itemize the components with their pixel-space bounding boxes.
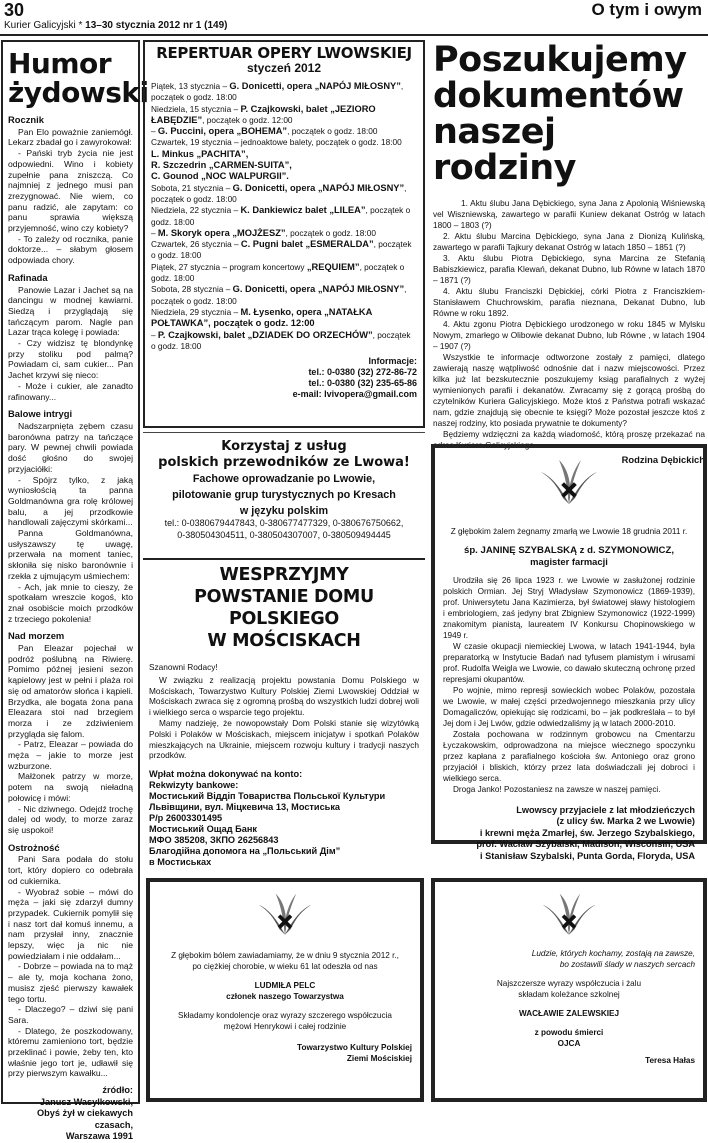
repertoire-subtitle: styczeń 2012 (246, 61, 322, 75)
performance-title: R. Szczedrin „CARMEN-SUITA”, (151, 160, 292, 171)
signer-line: (z ulicy św. Marka 2 we Lwowie) (556, 816, 695, 827)
obituary-pelc (146, 878, 424, 1102)
source-line: czasach, (94, 1119, 133, 1130)
story-paragraph: - Nic dziwnego. Odejdź trochę dalej od wody, to morze zaraz się uspokoi! (8, 803, 133, 835)
story-title: Rocznik (8, 114, 44, 125)
obituary-text: OJCA (557, 1039, 581, 1048)
obituary-role: członek naszego Towarzystwa (226, 992, 344, 1001)
appeal-title: WESPRZYJMY (219, 565, 349, 585)
obituary-paragraph: Po wojnie, mimo represji sowieckich wobec Polaków, pozostała we Lwowie, w małej części przedwojennego mieszkania przy ulicy Domagaliczów, opiekując się rodzicami, bo – jak podkreślała – to był Jej dom i Jej Lwów, gdzie odwiedzaliśmy ją w latach 2000-2010. (443, 686, 695, 728)
repertoire-title: REPERTUAR OPERY LWOWSKIEJ (156, 44, 412, 62)
obituary-text: składam koleżance szkolnej (518, 990, 620, 999)
story-paragraph: - Wyobraź sobie – mówi do męża – jaki się zdarzył dumny przypadek. Cukiernik pomylił się i nasz tort dał komuś innemu, a nam przysłał inny, znacznie lepszy, więc ja nic nie powiedziałam i nie oddałam... (8, 886, 133, 961)
opera-repertoire (143, 40, 425, 428)
repertoire-entry (151, 171, 417, 182)
obituary-text: po ciężkiej chorobie, w wieku 61 lat odeszła od nas (192, 962, 378, 971)
appeal-title: W MOŚCISKACH (207, 631, 361, 651)
story-paragraph: - Dobrze – powiada na to mąż – ale ty, moja kochana żono, musisz zjeść pierwszy kawałek tego tortu. (8, 961, 133, 1004)
performance-info: Niedziela, 22 stycznia – (151, 205, 241, 216)
obituary-paragraph: W czasie okupacji niemieckiej Lwowa, w latach 1941-1944, była preparatorką w Instytucie Badań nad tyfusem plamistym i wirusami prof. Rudolfa Weigla we Lwowie, co dawało skuteczną ochronę przed represjami okupantów. (443, 642, 695, 684)
bank-line: Wpłat można dokonywać na konto: (149, 769, 303, 780)
performance-info: Piątek, 13 stycznia – (151, 81, 230, 91)
performance-info: , początek o godz. 12:00 (202, 114, 293, 125)
source-line: Obyś żył w ciekawych (36, 1108, 133, 1119)
appeal-title: POWSTANIE DOMU POLSKIEGO (194, 587, 374, 629)
performance-title: P. Czajkowski, balet „JEZIORO ŁABĘDZIE” (151, 103, 376, 125)
performance-info: , początek o godz. 18:00 (287, 126, 378, 137)
documents-search (429, 40, 707, 465)
story-title: Ostrożność (8, 841, 60, 853)
guides-text: w języku polskim (239, 505, 329, 517)
bank-line: Мостиський Ощад Банк (149, 824, 257, 835)
repertoire-entry (151, 205, 417, 228)
obituary-quote: bo zostawili ślady w naszych sercach (559, 960, 695, 969)
obituary-paragraph: Urodziła się 26 lipca 1923 r. we Lwowie w zasłużonej rodzinie polskich Ormian. Jej Stryj Władysław Szymonowicz (1869-1939), prof. Uniwersytetu Jana Kazimierza, był światowej sławy histologiem i embriologiem, zaś jedyny brat Zbigniew Szymonowicz (1922-1999) znakomitym pianistą, laureatem IV Konkursu Chopinowskiego w 1949 r. (443, 576, 695, 640)
obituary-intro: Z głębokim żalem żegnamy zmarłą we Lwowie 18 grudnia 2011 r. (450, 527, 688, 536)
story-paragraph: - Ach, jak mnie to cieszy, że spotkałam wreszcie kogoś, kto znał osobiście moich przodków z trzeciego pokolenia! (8, 581, 133, 624)
appeal-paragraph: Mamy nadzieję, że nowopowstały Dom Polski stanie się wizytówką Polski i Polaków w Mościskach, miejscem inicjatyw i spotkań Polaków mieszkających na Ukrainie, miejscem rozwoju kultury i tradycji naszych przodków. (149, 717, 419, 761)
guides-headline: polskich przewodników ze Lwowa! (158, 454, 410, 470)
repertoire-entry (151, 239, 417, 262)
guides-text: Fachowe oprowadzanie po Lwowie, (192, 473, 376, 485)
section-title: O tym i owym (591, 0, 702, 19)
performance-info: Niedziela, 15 stycznia – (151, 103, 241, 114)
humor-stories (8, 115, 133, 1079)
performance-info: , początek o godz. 18:00 (151, 81, 404, 103)
org-line: Ziemi Mościskiej (346, 1054, 412, 1063)
story-paragraph: Pan Elo poważnie zaniemógł. Lekarz zbadał go i zawyrokował: (8, 126, 133, 148)
performance-info: , początek o godz. 18:00 (151, 205, 411, 227)
repertoire-entry (151, 284, 417, 307)
repertoire-entry (151, 228, 417, 239)
obituary-text: Z głębokim bólem zawiadamiamy, że w dniu 9 stycznia 2012 r., (171, 951, 399, 960)
performance-title: P. Czajkowski, balet „DZIADEK DO ORZECHÓW” (157, 329, 373, 340)
repertoire-entry (151, 137, 417, 148)
humor-column (1, 40, 149, 1142)
performance-title: G. Donicetti, opera „NAPÓJ MIŁOSNY” (229, 81, 401, 91)
cross-icon (253, 888, 317, 946)
performance-info: – (151, 329, 158, 340)
obituary-text: z powodu śmierci (534, 1028, 604, 1037)
documents-item: 3. Aktu ślubu Piotra Dębickiego, syna Marcina ze Stefanią Babiszkiewicz, parafia Klewań, dekanat Dubno, lub Równe w latach 1870 – 1871 (?) (433, 253, 705, 285)
guides-ad (143, 432, 425, 550)
performance-title: C. Pugni balet „ESMERALDA” (240, 239, 374, 250)
obituary-text: mężowi Henrykowi i całej rodzinie (223, 1022, 347, 1031)
bank-details (149, 769, 419, 868)
documents-paragraph: Będziemy wdzięczni za każdą wiadomość, którą proszę przekazać na adres Kuriera Galicyjskiego. (433, 429, 705, 450)
performance-info: – (151, 227, 158, 238)
signer-line: i Stanisław Szybalski, Punta Gorda, Floryda, USA (480, 850, 695, 861)
signer-line: Lwowscy przyjaciele z lat młodzieńczych (516, 805, 695, 815)
page-number: 30 (4, 0, 25, 20)
performance-info: , początek o godz. 18:00 (151, 284, 407, 306)
story-title: Balowe intrygi (8, 408, 73, 420)
signer-line: i krewni męża Zmarłej, św. Jerzego Szybalskiego, (479, 827, 695, 838)
obituary-text: Najszczersze wyrazy współczucia i żalu (496, 979, 642, 988)
issue-date: 13–30 stycznia 2012 nr 1 (149) (85, 20, 228, 31)
signer-line: prof. Wacław Szybalski, Madison, Wisconsin, USA (476, 839, 695, 850)
performance-info: Sobota, 28 stycznia – (151, 284, 233, 295)
documents-item: 4. Aktu ślubu Franciszki Dębickiej, córki Piotra z Franciszkiem-Stanisławem Chuchrowskim, parafia nieznana, Dekanat Dubno, lub Równe w roku 1892. (433, 286, 705, 318)
story-paragraph: Nadszarpnięta zębem czasu baronówna patrzy na tańczące pary. W pewnej chwili powiada dość głośno do swojej przyjaciółki: (8, 420, 133, 474)
performance-info: Czwartek, 19 stycznia – jednoaktowe balety, początek o godz. 18:00 (151, 137, 402, 148)
obituary-zalewski (431, 878, 707, 1102)
performance-info: Niedziela, 29 stycznia – (151, 306, 241, 317)
performance-title: G. Donicetti, opera „NAPÓJ MIŁOSNY” (232, 284, 405, 295)
contact-email: e-mail: lvivopera@gmail.com (292, 389, 417, 400)
documents-signature: Rodzina Dębickich (621, 454, 705, 465)
story-paragraph: Panna Goldmanówna, usłyszawszy tę uwagę, przerwała na moment taniec, skłoniła się nisko baronównie i rzekła z ujmującym uśmiechem: (8, 528, 133, 581)
obituary-name: LUDMIŁA PELC (254, 981, 316, 990)
story-paragraph: - Spójrz tylko, z jaką wyniosłością ta panna Goldmanówna gra rolę królowej balu, a jej przodkowie handlowali zajęczymi skórkami... (8, 474, 133, 528)
cross-icon (537, 888, 601, 946)
story-paragraph: - Dlaczego? – dziwi się pani Sara. (8, 1004, 133, 1025)
repertoire-list (151, 81, 417, 352)
contact-phone: tel.: 0-0380 (32) 235-65-86 (308, 378, 417, 389)
obituary-name: WACŁAWIE ZALEWSKIEJ (518, 1009, 620, 1018)
performance-title: G. Puccini, opera „BOHEMA” (157, 126, 288, 137)
bank-line: Благодійна допомога на „Польський Дім” (149, 846, 341, 857)
guides-phones: tel.: 0-0380679447843, 0-380677477329, 0-380676750662, (164, 518, 404, 528)
documents-item: 2. Aktu ślubu Marcina Dębickiego, syna Jana z Dionizą Kulińską, zawartego w parafii Tajkury dekanat Ostróg w latach 1850 – 1851 (?) (433, 231, 705, 252)
story-title: Nad morzem (8, 630, 65, 642)
repertoire-entry (151, 149, 417, 160)
org-line: Towarzystwo Kultury Polskiej (297, 1043, 412, 1052)
source-line: Janusz Wasylkowski, (39, 1096, 133, 1107)
source-line: Warszawa 1991 (65, 1131, 133, 1142)
documents-item: 1. Aktu ślubu Jana Dębickiego, syna Jana z Apolonią Wiśniewską vel Wiszniewską, zawartego w parafii Kuniew dekanat Ostróg w latach 1800 – 1803 (?) (433, 198, 705, 230)
performance-info: , początek o godz. 18:00 (151, 239, 412, 261)
obituary-signers (443, 805, 695, 862)
performance-title: M. Skoryk opera „MOJŻESZ” (157, 227, 286, 238)
repertoire-entry (151, 126, 417, 137)
guides-phones: 0-380504304511, 0-380504307007, 0-380509494445 (177, 529, 391, 540)
performance-info: , początek o godz. 18:00 (285, 227, 376, 238)
source-label: źródło: (102, 1085, 133, 1096)
story-title: Rafinada (8, 271, 48, 283)
performance-info: , początek o godz. 18:00 (151, 261, 405, 284)
repertoire-entry (151, 104, 417, 127)
performance-title: „REQUIEM” (306, 261, 360, 272)
bank-line: Мостиський Віддіп Товариства Польської Культури (149, 791, 386, 802)
performance-info: , początek o godz. 18:00 (151, 329, 411, 351)
humor-source (8, 1085, 133, 1143)
performance-info: – (151, 126, 158, 137)
performance-title: M. Łysenko, opera „NATAŁKA POŁTAWKA”, początek o godz. 12:00 (151, 306, 373, 329)
documents-item: 4. Aktu zgonu Piotra Dębickiego urodzonego w roku 1845 w Mylsku Nowym, zmarłego w Olibowie dekanat Dubno, lub Równe , w latach 1904 – 1907 (?) (433, 319, 705, 351)
cross-icon (537, 454, 601, 516)
repertoire-entry (151, 183, 417, 206)
documents-title: Poszukujemy dokumentów naszej rodziny (433, 40, 687, 188)
bank-line: Львівщини, вул. Міцкевича 13, Мостиська (149, 802, 341, 813)
story-paragraph: Pani Sara podała do stołu tort, który dopiero co odebrała od cukiernika. (8, 854, 133, 886)
obituary-text: Składamy kondolencje oraz wyrazy szczerego współczucia (178, 1011, 392, 1020)
obituary-paragraph: Została pochowana w rodzinnym grobowcu na Cmentarzu Łyczakowskim, odprowadzona na miejsce wiecznego spoczynku przez kapłana z parafialnego kościoła św. Antoniego oraz grono przyjaciół i bliskich, którzy przez lata doświadczali jej dobroci i wielkiego serca. (443, 730, 695, 783)
performance-title: L. Minkus „PACHITA”, (151, 148, 249, 159)
header-rule (0, 34, 708, 36)
story-paragraph: - To zależy od rocznika, panie doktorze... – słabym głosem odpowiada chory. (8, 233, 133, 266)
obituary-paragraph: Droga Janko! Pozostaniesz na zawsze w naszej pamięci. (453, 785, 661, 794)
documents-paragraph: Wszystkie te informacje odtworzone zostały z pamięci, dlatego zawierają naszę wątpliwość odnośnie dat i nazw miejscowości. Przez kilka już lat bezskutecznie poszukujemy ksiąg parafialnych z wyżej wymienionych parafii i dekanatów. Zwracamy się z gorącą prośbą do czytelników Kuriera Galicyjskiego. Może ktoś z Państwa potrafi wskazać nam, gdzie znajdują się obecnie te księgi? Może pozostał jeszcze ktoś z naszej rodziny, kto posiada prywatnie te dokumenty? (433, 352, 705, 428)
performance-info: Czwartek, 26 stycznia – (151, 239, 241, 250)
bank-line: МФО 385208, ЗКПО 26256843 (149, 835, 279, 846)
repertoire-contact (151, 356, 417, 400)
appeal-body (149, 662, 419, 761)
repertoire-entry (151, 262, 417, 285)
contact-phone: tel.: 0-0380 (32) 272-86-72 (308, 367, 417, 378)
contact-label: Informacje: (368, 356, 417, 367)
repertoire-entry (151, 160, 417, 171)
paper-name: Kurier Galicyjski * (4, 20, 86, 31)
story-paragraph: Pan Eleazar pojechał w podróż poślubną na Riwierę. Pomimo późnej jesieni sezon kąpielowy jest w pełni i plaża roi się od amatorów słońca i kąpieli. Brzydka, ale bogata żona pana Eleazara stoi nad brzegiem morza i ze zdziwieniem przygląda się falom. (8, 643, 133, 739)
documents-body (433, 198, 705, 451)
obituary-name: śp. JANINĘ SZYBALSKĄ z d. SZYMONOWICZ, (463, 545, 674, 556)
story-paragraph: - Pański tryb życia nie jest odpowiedni. Wino i kobiety zupełnie pana zniszczą. Co najmniej z jednego musi pan zrezygnować. Nie wiem, co panu radzić, ale zapytam: co panu sprawia większą przyjemność, wino czy kobiety? (8, 148, 133, 234)
repertoire-entry (151, 330, 417, 353)
guides-headline: Korzystaj z usług (221, 439, 347, 454)
performance-title: G. Donicetti, opera „NAPÓJ MIŁOSNY” (232, 182, 405, 193)
obituary-quote: Ludzie, których kochamy, zostają na zawsze, (531, 949, 695, 958)
repertoire-entry (151, 81, 417, 104)
obituary-role: magister farmacji (530, 556, 608, 567)
bank-line: Rekwizyty bankowe: (149, 780, 239, 791)
obituary-signature: Teresa Hałas (645, 1056, 695, 1065)
performance-info: Sobota, 21 stycznia – (151, 182, 233, 193)
performance-title: K. Dankiewicz balet „LILEA” (240, 205, 366, 216)
guides-text: pilotowanie grup turystycznych po Kresach (172, 489, 396, 501)
story-paragraph: - Dlatego, że poszkodowany, któremu zamieniono tort, będzie przeklinać i powie, żeby ten, kto właśnie jego tort je, udławił się przy pierwszym kawałku... (8, 1025, 133, 1079)
story-paragraph: - Może i cukier, ale zanadto rafinowany... (8, 380, 133, 402)
issue-line (4, 20, 227, 31)
obituary-szybalska (431, 444, 707, 861)
story-paragraph: - Czy widzisz tę blondynkę przy stoliku pod palmą? Powiadam ci, sam cukier... Pan Jachet krzywi się nieco: (8, 338, 133, 381)
story-paragraph: Małżonek patrzy w morze, potem na swoją nieładną połowicę i mówi: (8, 771, 133, 803)
dom-polski-appeal (143, 558, 425, 874)
humor-title: Humor żydowski (8, 47, 149, 109)
bank-line: в Мостиськах (149, 857, 212, 868)
repertoire-entry (151, 307, 417, 330)
story-paragraph: - Patrz, Eleazar – powiada do męża – jakie to morze jest wzburzone. (8, 739, 133, 771)
bank-line: Р/р 26003301495 (149, 813, 223, 824)
performance-info: Piątek, 27 stycznia – program koncertowy (151, 261, 307, 272)
appeal-greeting: Szanowni Rodacy! (149, 662, 218, 672)
obituary-signature (158, 1042, 412, 1064)
performance-info: , początek o godz. 18:00 (151, 182, 407, 204)
story-paragraph: Panowie Lazar i Jachet są na dancingu w modnej kawiarni. Siedzą i przyglądają się tańczącym parom. Nagle pan Lazar trąca kolegę i powiada: (8, 284, 133, 338)
appeal-paragraph: W związku z realizacją projektu powstania Domu Polskiego w Mościskach, Towarzystwo Kultury Polskiej Ziemi Lwowskiej Oddział w Mościskach zwraca się z ogromną prośbą do wszystkich ludzi dobrej woli i wielkiego serca o wsparcie tego projektu. (149, 674, 419, 718)
performance-title: C. Gounod „NOC WALPURGII”. (151, 171, 289, 182)
